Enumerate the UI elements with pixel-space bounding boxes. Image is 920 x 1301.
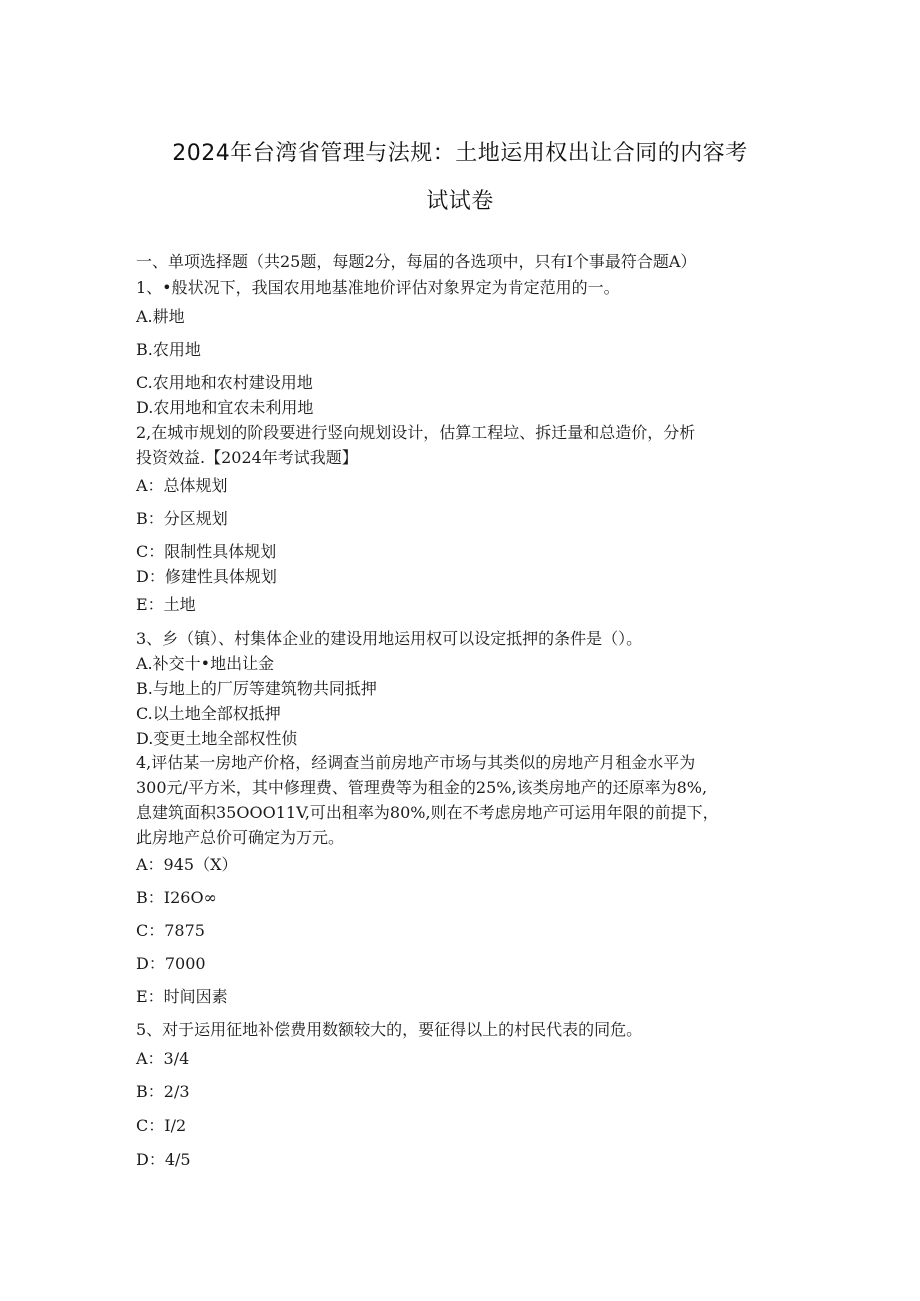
question-4-option-c: C：7875 — [136, 921, 205, 940]
question-2-text-line-2: 投资效益.【2024年考试我题】 — [136, 448, 358, 467]
question-3-text: 3、乡（镇）、村集体企业的建设用地运用权可以设定抵押的条件是（）。 — [136, 629, 643, 648]
question-1-option-a: A.耕地 — [136, 307, 185, 326]
question-5-text: 5、对于运用征地补偿费用数额较大的，要征得以上的村民代表的同危。 — [136, 1020, 643, 1039]
question-2-option-e: E：土地 — [136, 595, 196, 614]
question-3-option-c: C.以土地全部权抵押 — [136, 704, 281, 723]
question-2-option-b: B：分区规划 — [136, 509, 228, 528]
question-4-option-b: B：I26O∞ — [136, 888, 217, 907]
question-1-option-c: C.农用地和农村建设用地 — [136, 373, 313, 392]
document-title-line-1: 2024年台湾省管理与法规：土地运用权出让合同的内容考 — [172, 141, 748, 166]
question-4-option-d: D：7000 — [136, 954, 206, 973]
question-4-option-a: A：945（X） — [136, 855, 238, 874]
question-2-option-a: A：总体规划 — [136, 476, 228, 495]
question-3-option-d: D.变更土地全部权性侦 — [136, 729, 298, 748]
section-heading: 一、单项选择题（共25题，每题2分，每届的各选项中，只有I个事最符合题A） — [136, 252, 697, 271]
question-4-text-line-3: 息建筑面积35OOO11V,可出租率为80%,则在不考虑房地产可运用年限的前提下， — [136, 803, 719, 822]
question-3-option-b: B.与地上的厂厉等建筑物共同抵押 — [136, 679, 377, 698]
question-4-option-e: E：时间因素 — [136, 987, 228, 1006]
question-1-text: 1、•般状况下，我国农用地基准地价评估对象界定为肯定范用的一。 — [136, 278, 620, 297]
question-2-option-d: D：修建性具体规划 — [136, 567, 277, 586]
question-2-text-line-1: 2,在城市规划的阶段要进行竖向规划设计，估算工程垃、拆迁量和总造价，分析 — [136, 423, 696, 442]
question-1-option-d: D.农用地和宜农未利用地 — [136, 398, 314, 417]
question-4-text-line-4: 此房地产总价可确定为万元。 — [136, 828, 345, 847]
question-5-option-d: D：4/5 — [136, 1150, 191, 1169]
question-5-option-c: C：I/2 — [136, 1116, 187, 1135]
question-3-option-a: A.补交十•地出让金 — [136, 654, 275, 673]
document-title-line-2: 试试卷 — [426, 189, 494, 214]
question-1-option-b: B.农用地 — [136, 340, 201, 359]
question-5-option-b: B：2/3 — [136, 1082, 190, 1101]
question-4-text-line-2: 300元/平方米，其中修理费、管理费等为租金的25%,该类房地产的还原率为8%, — [136, 778, 708, 797]
question-4-text-line-1: 4,评估某一房地产价格，经调查当前房地产市场与其类似的房地产月租金水平为 — [136, 753, 696, 772]
question-2-option-c: C：限制性具体规划 — [136, 542, 277, 561]
question-5-option-a: A：3/4 — [136, 1049, 190, 1068]
